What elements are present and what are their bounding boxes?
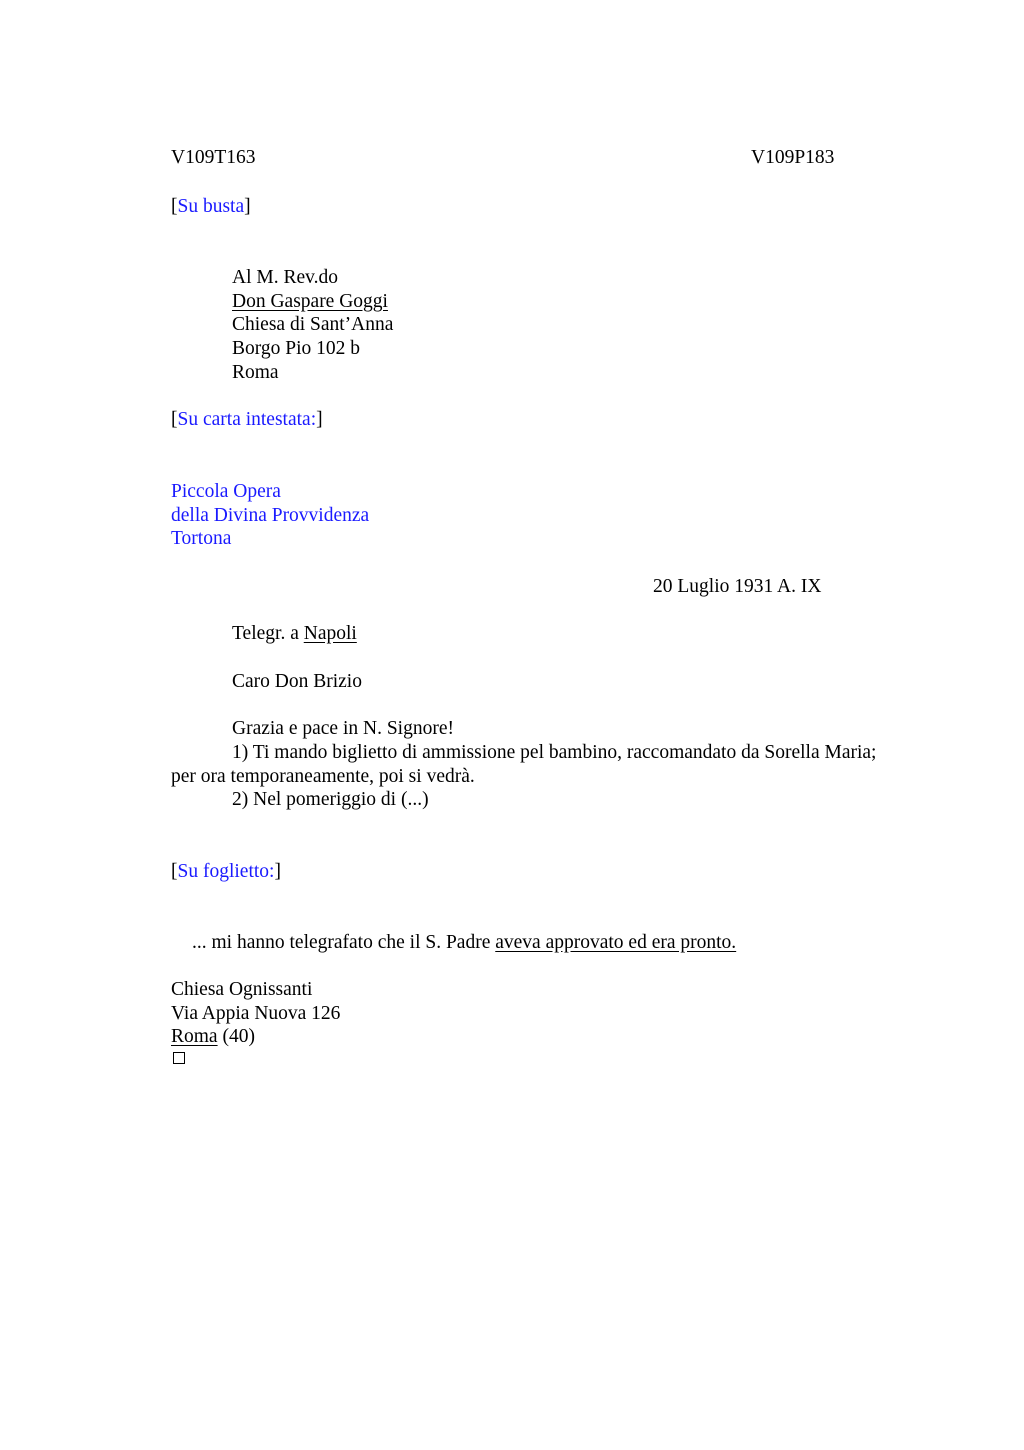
address-line: Borgo Pio 102 b — [232, 338, 361, 360]
address-line: Via Appia Nuova 126 — [171, 1002, 341, 1024]
slip-note — [171, 860, 281, 884]
salutation: Caro Don Brizio — [232, 671, 362, 692]
letterhead-organization — [171, 480, 369, 551]
greeting: Grazia e pace in N. Signore! — [232, 718, 454, 739]
letter-date: 20 Luglio 1931 A. IX — [653, 576, 822, 597]
body-item-1-line-1: 1) Ti mando biglietto di ammissione pel bambino, raccomandato da Sorella Maria; — [232, 742, 877, 763]
address-line: Chiesa di Sant’Anna — [232, 314, 394, 336]
slip-text-prefix: ... mi hanno telegrafato che il S. Padre — [192, 932, 496, 953]
document-code-right: V109P183 — [751, 147, 835, 168]
body-item-2: 2) Nel pomeriggio di (...) — [232, 789, 429, 810]
slip-note-text: Su foglietto: — [177, 861, 275, 882]
telegram-prefix: Telegr. a — [232, 623, 304, 644]
letterhead-note — [171, 408, 323, 432]
org-line: della Divina Provvidenza — [171, 504, 370, 526]
envelope-note-text: Su busta — [177, 196, 245, 217]
bracket-open: [ — [171, 196, 178, 217]
envelope-address — [232, 266, 393, 385]
slip-text — [192, 931, 736, 955]
letterhead-note-text: Su carta intestata: — [177, 409, 317, 430]
bracket-close: ] — [316, 409, 323, 430]
org-line: Tortona — [171, 528, 232, 550]
address-line: Chiesa Ognissanti — [171, 979, 313, 1000]
slip-text-underlined: aveva approvato ed era pronto. — [495, 932, 737, 953]
bracket-close: ] — [244, 196, 251, 217]
slip-address — [171, 978, 340, 1049]
org-line: Piccola Opera — [171, 481, 281, 502]
bracket-close: ] — [274, 861, 281, 882]
address-suffix: (40) — [217, 1026, 255, 1048]
bracket-open: [ — [171, 861, 178, 882]
address-line: Al M. Rev.do — [232, 267, 338, 288]
document-code-left: V109T163 — [171, 147, 256, 168]
body-item-1-line-2: per ora temporaneamente, poi si vedrà. — [171, 766, 475, 787]
telegram-city: Napoli — [303, 623, 357, 644]
telegram-line — [232, 622, 357, 646]
address-city: Roma — [171, 1026, 218, 1048]
address-line: Roma — [232, 361, 279, 383]
envelope-note — [171, 195, 251, 219]
recipient-name: Don Gaspare Goggi — [232, 290, 388, 312]
square-marker-icon — [173, 1052, 185, 1064]
bracket-open: [ — [171, 409, 178, 430]
